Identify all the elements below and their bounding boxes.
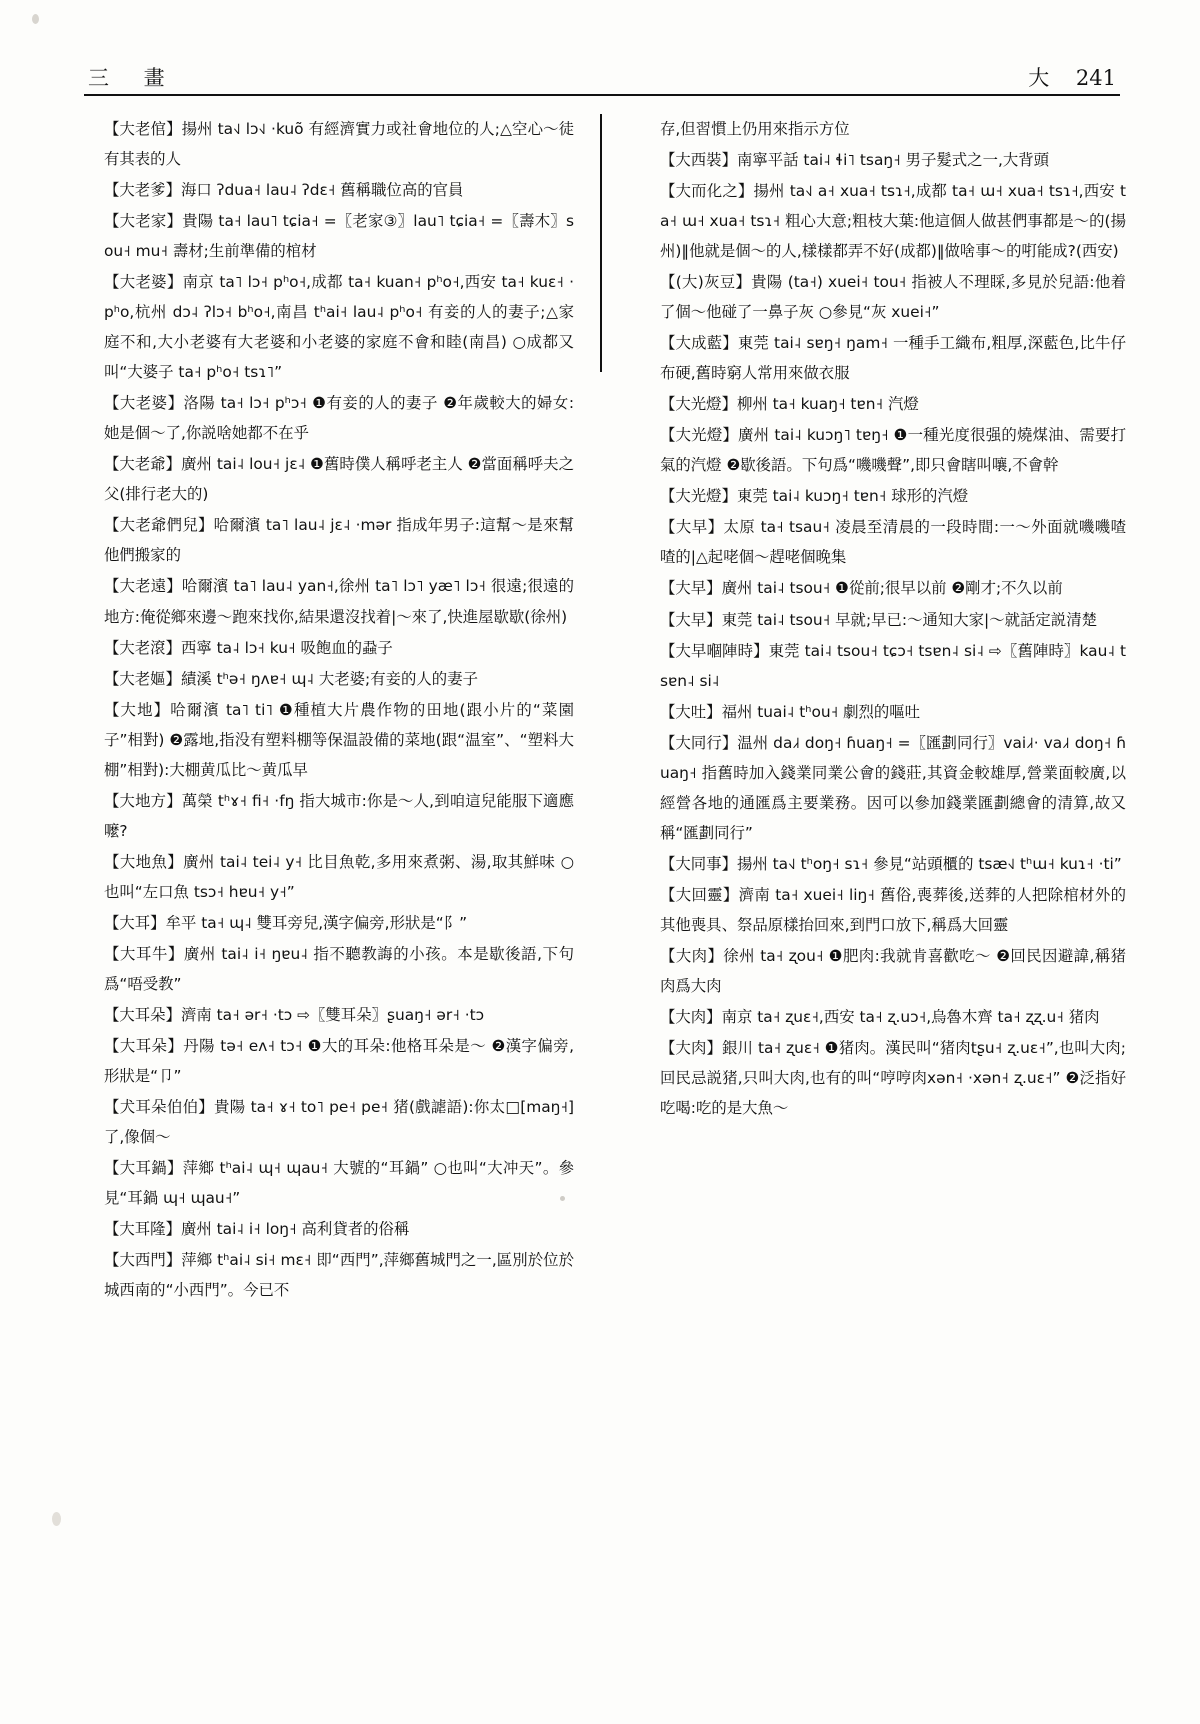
dictionary-entry: 【大耳朵】丹陽 tə˧ eʌ˧ tɔ˧ ❶大的耳朵:他格耳朵是～ ❷漢字偏旁,形狀是“卩” xyxy=(104,1036,574,1085)
dictionary-entry: 【大光燈】廣州 tai˨ kuɔŋ˥ tɐŋ˧ ❶一種光度很强的燒煤油、需要打氣的汽燈 ❷歇後語。下句爲“嘰嘰聲”,即只會瞎叫嚷,不會幹 xyxy=(660,426,1126,475)
dictionary-entry: 【大耳鍋】萍鄉 tʰai˨ ɰ˧ ɰau˧ 大號的“耳鍋” ○也叫“大冲天”。參見“耳鍋 ɰ˧ ɰau˧” xyxy=(104,1159,574,1208)
dictionary-entry: 【大光燈】東莞 tai˨ kuɔŋ˧ tɐn˧ 球形的汽燈 xyxy=(660,487,969,506)
dictionary-entry: 【大早】東莞 tai˨ tsou˧ 早就;早已:～通知大家|～就話定説清楚 xyxy=(660,610,1097,629)
dictionary-entry: 【大老爹】海口 ʔdua˧ lau˨ ʔdɛ˧ 舊稱職位高的官員 xyxy=(104,181,464,200)
continued-entry: 存,但習慣上仍用來指示方位 xyxy=(660,120,850,138)
scan-artifact xyxy=(52,1512,61,1526)
scan-artifact xyxy=(32,14,39,24)
dictionary-entry: 【大耳朵】濟南 ta˧ ər˧ ·tɔ ⇨〖雙耳朵〗ʂuaŋ˧ ər˧ ·tɔ xyxy=(104,1005,485,1024)
dictionary-entry: 【大地方】萬榮 tʰɤ˧ fi˧ ·fŋ 指大城市:你是～人,到咱這兒能服下適應嚒? xyxy=(104,791,574,840)
dictionary-entry: 【大同事】揚州 ta˧˩ tʰoŋ˧ sɿ˧ 參見“站頭櫃的 tsæ˧˩ tʰɯ˧ kuɿ˧ ·ti” xyxy=(660,854,1122,873)
dictionary-entry: 【大成藍】東莞 tai˨ sɐŋ˧ ŋam˧ 一種手工織布,粗厚,深藍色,比牛仔布硬,舊時窮人常用來做衣服 xyxy=(660,334,1126,383)
dictionary-entry: 【大老滾】西寧 ta˨ lɔ˧ ku˧ 吸飽血的蝨子 xyxy=(104,638,393,657)
dictionary-entry: 【大吐】福州 tuai˨ tʰou˧ 劇烈的嘔吐 xyxy=(660,702,921,721)
column-divider xyxy=(600,114,602,372)
dictionary-entry: 【大老婆】洛陽 ta˧ lɔ˧ pʰɔ˧ ❶有妾的人的妻子 ❷年歲較大的婦女:她是個～了,你説啥她都不在乎 xyxy=(104,394,574,443)
page-header xyxy=(74,56,1126,100)
dictionary-entry: 【大老嫗】績溪 tʰə˧ ŋʌɐ˧ ɰ˨ 大老婆;有妾的人的妻子 xyxy=(104,669,478,688)
dictionary-entry: 【大早】廣州 tai˨ tsou˧ ❶從前;很早以前 ❷剛才;不久以前 xyxy=(660,579,1063,598)
dictionary-entry: 【大西門】萍鄉 tʰai˨ si˧ mɛ˧ 即“西門”,萍鄉舊城門之一,區別於位於城西南的“小西門”。今已不 xyxy=(104,1251,574,1300)
dictionary-entry: 【大早】太原 ta˧ tsau˧ 凌晨至清晨的一段時間:一～外面就嘰嘰喳喳的|△起咾個～趕咾個晚集 xyxy=(660,518,1126,567)
dictionary-entry: 【大地】哈爾濱 ta˥ ti˥ ❶種植大片農作物的田地(跟小片的“菜園子”相對) ❷露地,指没有塑料棚等保温設備的菜地(跟“温室”、“塑料大棚”相對):大棚黄瓜比～黄瓜早 xyxy=(104,700,574,779)
header-rule xyxy=(84,94,1120,96)
dictionary-entry: 【大耳隆】廣州 tai˨ i˧ loŋ˧ 高利貸者的俗稱 xyxy=(104,1220,410,1239)
header-character-label: 大 xyxy=(1028,66,1050,90)
left-column xyxy=(74,114,600,1654)
dictionary-entry: 【大老家】貴陽 ta˧ lau˥ tɕia˧ =〖老家③〗lau˥ tɕia˧ =〖壽木〗sou˧ mu˧ 壽材;生前準備的棺材 xyxy=(104,212,574,261)
dictionary-entry: 【大地魚】廣州 tai˨ tei˨ y˧ 比目魚乾,多用來煮粥、湯,取其鮮味 ○也叫“左口魚 tsɔ˧ hɐu˧ y˧” xyxy=(104,852,574,901)
dictionary-entry: 【大回靈】濟南 ta˧ xuei˧ liŋ˧ 舊俗,喪葬後,送葬的人把除棺材外的其他喪具、祭品原樣抬回來,到門口放下,稱爲大回靈 xyxy=(660,885,1126,934)
dictionary-entry: 【大老婆】南京 ta˥ lɔ˧ pʰo˧,成都 ta˧ kuan˧ pʰo˧,西安 ta˧ kuɛ˧ ·pʰo,杭州 dɔ˨ ʔlɔ˧ bʰo˧,南昌 tʰai˧ lau˨ pʰo˧ 有妾的人的妻子;△家庭不和,大小老婆有大老婆和小老婆的家庭不會和睦(南昌) ○成都又叫“大婆子 ta˧ pʰo˧ tsɿ˥” xyxy=(104,273,574,382)
dictionary-entry: 【大老遠】哈爾濱 ta˥ lau˨ yan˧,徐州 ta˥ lɔ˥ yæ˥ lɔ˧ 很遠;很遠的地方:俺從鄉來邊～跑來找你,結果還沒找着|～來了,快進屋歇歇(徐州) xyxy=(104,577,574,626)
right-column xyxy=(600,114,1126,1654)
dictionary-entry: 【大肉】徐州 ta˧ ʐou˧ ❶肥肉:我就肯喜歡吃～ ❷回民因避諱,稱猪肉爲大肉 xyxy=(660,946,1126,995)
dictionary-entry: 【大光燈】柳州 ta˧ kuaŋ˧ tɐn˧ 汽燈 xyxy=(660,395,919,414)
dictionary-entry: 【大老倌】揚州 ta˧˩ lɔ˧˩ ·kuõ 有經濟實力或社會地位的人;△空心～徒有其表的人 xyxy=(104,120,574,169)
dictionary-entry: 【犬耳朵伯伯】貴陽 ta˧ ɤ˧ to˥ pe˧ pe˧ 猪(戲謔語):你太□[maŋ˧]了,像個～ xyxy=(104,1098,574,1147)
dictionary-entry: 【大肉】銀川 ta˧ ʐuɛ˧ ❶猪肉。漢民叫“猪肉tʂu˧ ʐ.uɛ˧”,也叫大肉;回民忌説猪,只叫大肉,也有的叫“哼哼肉xən˧ ·xən˧ ʐ.uɛ˧” ❷泛指好吃喝:吃的是大魚～ xyxy=(660,1038,1126,1117)
dictionary-entry: 【大早嗰陣時】東莞 tai˨ tsou˧ tɕɔ˧ tsɐn˨ si˨ ⇨〖舊陣時〗kau˨ tsɐn˨ si˨ xyxy=(660,641,1126,690)
dictionary-entry: 【大肉】南京 ta˧ ʐuɛ˧,西安 ta˧ ʐ.uɔ˧,烏魯木齊 ta˧ ʐʐ.u˧ 猪肉 xyxy=(660,1007,1100,1026)
dictionary-entry: 【大老爺】廣州 tai˨ lou˧ jɛ˨ ❶舊時僕人稱呼老主人 ❷當面稱呼夫之父(排行老大的) xyxy=(104,455,574,504)
dictionary-entry: 【大西裝】南寧平話 tai˨ ɬi˥ tsaŋ˧ 男子髮式之一,大背頭 xyxy=(660,151,1050,170)
header-section-label: 三 畫 xyxy=(88,66,179,90)
two-column-body xyxy=(74,114,1126,1654)
dictionary-entry: 【(大)灰豆】貴陽 (ta˧) xuei˧ tou˧ 指被人不理睬,多見於兒語:他着了個～他碰了一鼻子灰 ○參見“灰 xuei˧” xyxy=(660,273,1126,322)
dictionary-entry: 【大耳牛】廣州 tai˨ i˧ ŋɐu˨ 指不聽教誨的小孩。本是歇後語,下句爲“唔受教” xyxy=(104,944,574,993)
header-right xyxy=(1028,62,1116,92)
page-number: 241 xyxy=(1075,66,1116,90)
dictionary-entry: 【大同行】温州 da˩˧ doŋ˧ ɦuaŋ˧ =〖匯劃同行〗vai˩˧· va˩˧ doŋ˧ ɦuaŋ˧ 指舊時加入錢業同業公會的錢莊,其資金較雄厚,營業面較廣,以經營各地的通匯爲主要業務。因可以參加錢業匯劃總會的清算,故又稱“匯劃同行” xyxy=(660,733,1126,842)
dictionary-entry: 【大老爺們兒】哈爾濱 ta˥ lau˨ jɛ˨ ·mər 指成年男子:這幫～是來幫他們搬家的 xyxy=(104,516,574,565)
dictionary-entry: 【大而化之】揚州 ta˧˩ a˧ xua˧ tsɿ˧,成都 ta˧ ɯ˧ xua˧ tsɿ˧,西安 ta˧ ɯ˧ xua˧ tsɿ˧ 粗心大意;粗枝大葉:他這個人做甚們事都是～的(揚州)‖他就是個～的人,樣樣都弄不好(成都)‖做啥事～的咑能成?(西安) xyxy=(660,182,1126,261)
dictionary-entry: 【大耳】牟平 ta˧ ɰ˨ 雙耳旁兒,漢字偏旁,形狀是“阝” xyxy=(104,913,468,932)
